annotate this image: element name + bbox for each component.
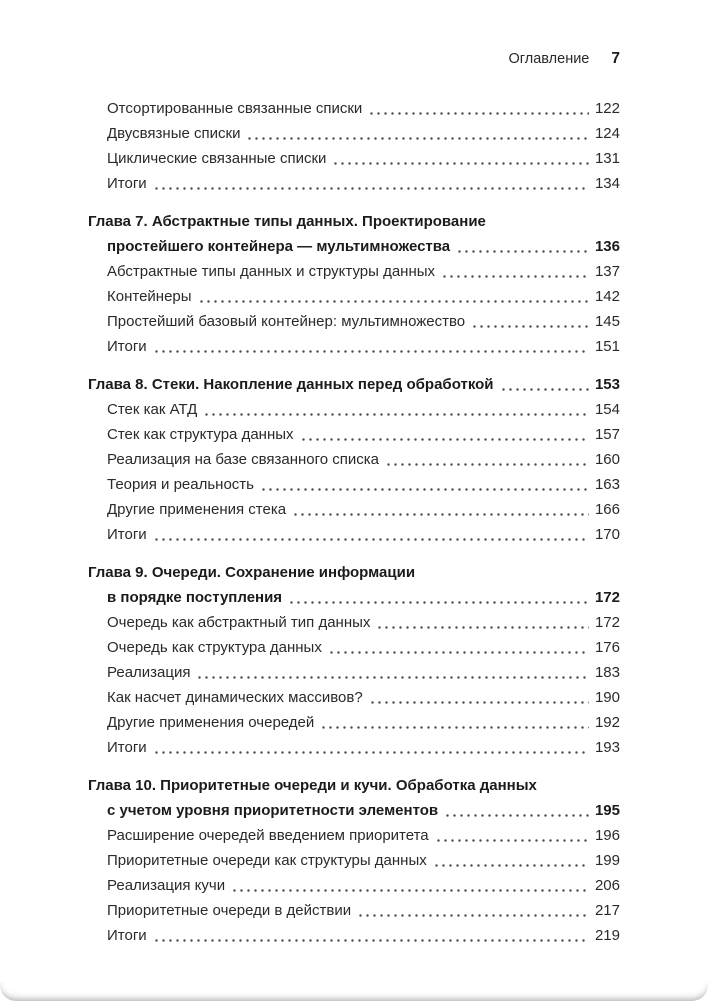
dot-leader: [292, 497, 589, 522]
dot-leader: [196, 660, 589, 685]
dot-leader: [444, 798, 589, 823]
toc-entry: [88, 685, 620, 710]
toc-entry: [88, 422, 620, 447]
entry-last-row: [107, 660, 620, 685]
toc-entry: [88, 121, 620, 146]
entry-label: Реализация: [107, 664, 191, 681]
entry-last-row: [107, 422, 620, 447]
entry-page-number: 219: [594, 927, 620, 944]
dot-leader: [246, 121, 589, 146]
entry-label: Реализация на базе связанного списка: [107, 451, 380, 468]
entry-last-row: [107, 898, 620, 923]
dot-leader: [368, 96, 589, 121]
dot-leader: [500, 372, 589, 397]
entry-last-row: [88, 372, 620, 397]
entry-page-number: 157: [594, 426, 620, 443]
entry-page-number: 192: [594, 714, 620, 731]
entry-page-number: 217: [594, 902, 620, 919]
entry-page-number: 154: [594, 401, 620, 418]
entry-last-row: [88, 585, 620, 610]
entry-last-row: [107, 735, 620, 760]
toc-entry: [88, 497, 620, 522]
running-head: [88, 50, 620, 68]
toc-entry: [88, 823, 620, 848]
dot-leader: [320, 710, 589, 735]
dot-leader: [376, 610, 589, 635]
dot-leader: [260, 472, 589, 497]
dot-leader: [441, 259, 589, 284]
toc-entry: [88, 848, 620, 873]
entry-line: Глава 7. Абстрактные типы данных. Проектирование: [88, 213, 486, 230]
dot-leader: [153, 171, 589, 196]
entry-page-number: 160: [594, 451, 620, 468]
entry-label: Другие применения очередей: [107, 714, 315, 731]
toc-entry: [88, 923, 620, 948]
entry-label: с учетом уровня приоритетности элементов: [107, 802, 439, 819]
entry-last-row: [107, 397, 620, 422]
entry-last-row: [107, 497, 620, 522]
toc-entry: [88, 96, 620, 121]
entry-last-row: [107, 309, 620, 334]
entry-page-number: 142: [594, 288, 620, 305]
toc-entry: [88, 873, 620, 898]
toc-entry: [88, 635, 620, 660]
dot-leader: [369, 685, 589, 710]
entry-label: Расширение очередей введением приоритета: [107, 827, 429, 844]
entry-page-number: 145: [594, 313, 620, 330]
entry-last-row: [107, 923, 620, 948]
dot-leader: [153, 923, 589, 948]
entry-page-number: 170: [594, 526, 620, 543]
entry-label: простейшего контейнера — мультимножества: [107, 238, 451, 255]
entry-label: Двусвязные списки: [107, 125, 241, 142]
toc-entry: [88, 610, 620, 635]
toc-entry: [88, 447, 620, 472]
toc-entry: [88, 372, 620, 397]
dot-leader: [435, 823, 589, 848]
entry-page-number: 195: [594, 802, 620, 819]
entry-label: Очередь как структура данных: [107, 639, 322, 656]
dot-leader: [471, 309, 589, 334]
entry-page-number: 137: [594, 263, 620, 280]
dot-leader: [288, 585, 589, 610]
toc-entry: [88, 898, 620, 923]
entry-label: Абстрактные типы данных и структуры данных: [107, 263, 436, 280]
dot-leader: [433, 848, 589, 873]
entry-label: Приоритетные очереди как структуры данных: [107, 852, 427, 869]
entry-last-row: [107, 259, 620, 284]
entry-page-number: 136: [594, 238, 620, 255]
toc-entry: [88, 171, 620, 196]
entry-last-row: [107, 121, 620, 146]
entry-last-row: [107, 447, 620, 472]
entry-page-number: 163: [594, 476, 620, 493]
entry-last-row: [88, 234, 620, 259]
entry-page-number: 206: [594, 877, 620, 894]
entry-page-number: 199: [594, 852, 620, 869]
entry-label: Итоги: [107, 927, 147, 944]
entry-last-row: [107, 610, 620, 635]
dot-leader: [385, 447, 589, 472]
entry-last-row: [107, 522, 620, 547]
toc-entry: [88, 660, 620, 685]
entry-last-row: [107, 848, 620, 873]
entry-label: Итоги: [107, 739, 147, 756]
toc-entry: [88, 397, 620, 422]
entry-page-number: 196: [594, 827, 620, 844]
entry-last-row: [88, 798, 620, 823]
entry-page-number: 153: [594, 376, 620, 393]
toc-entry: [88, 284, 620, 309]
dot-leader: [328, 635, 589, 660]
entry-page-number: 124: [594, 125, 620, 142]
dot-leader: [332, 146, 589, 171]
dot-leader: [300, 422, 589, 447]
toc-entry: [88, 309, 620, 334]
entry-label: Глава 8. Стеки. Накопление данных перед обработкой: [88, 376, 494, 393]
entry-last-row: [107, 96, 620, 121]
toc-entry: [88, 209, 620, 259]
page-number: 7: [611, 50, 620, 67]
dot-leader: [456, 234, 589, 259]
entry-last-row: [107, 171, 620, 196]
entry-label: Стек как АТД: [107, 401, 198, 418]
running-head-title: Оглавление: [508, 51, 590, 67]
entry-page-number: 190: [594, 689, 620, 706]
entry-page-number: 166: [594, 501, 620, 518]
entry-last-row: [107, 472, 620, 497]
entry-line: Глава 10. Приоритетные очереди и кучи. Обработка данных: [88, 777, 537, 794]
entry-label: Контейнеры: [107, 288, 192, 305]
toc-entry: [88, 735, 620, 760]
entry-line: Глава 9. Очереди. Сохранение информации: [88, 564, 416, 581]
entry-page-number: 172: [594, 589, 620, 606]
entry-label: Теория и реальность: [107, 476, 254, 493]
page-bottom-edge: [0, 983, 708, 1001]
entry-last-row: [107, 146, 620, 171]
toc-entry: [88, 259, 620, 284]
entry-page-number: 131: [594, 150, 620, 167]
toc-entry: [88, 146, 620, 171]
entry-label: Циклические связанные списки: [107, 150, 327, 167]
entry-label: Итоги: [107, 175, 147, 192]
dot-leader: [153, 735, 589, 760]
toc-entry: [88, 472, 620, 497]
entry-page-number: 176: [594, 639, 620, 656]
dot-leader: [153, 334, 589, 359]
entry-label: Приоритетные очереди в действии: [107, 902, 352, 919]
entry-last-row: [107, 334, 620, 359]
entry-last-row: [107, 284, 620, 309]
entry-last-row: [107, 823, 620, 848]
entry-label: Стек как структура данных: [107, 426, 294, 443]
entry-page-number: 151: [594, 338, 620, 355]
toc-entry: [88, 773, 620, 823]
toc-entry: [88, 334, 620, 359]
entry-label: Другие применения стека: [107, 501, 287, 518]
entry-page-number: 122: [594, 100, 620, 117]
dot-leader: [203, 397, 589, 422]
entry-last-row: [107, 635, 620, 660]
entry-page-number: 172: [594, 614, 620, 631]
dot-leader: [198, 284, 589, 309]
toc-entry: [88, 522, 620, 547]
entry-last-row: [107, 710, 620, 735]
entry-label: Отсортированные связанные списки: [107, 100, 363, 117]
entry-page-number: 134: [594, 175, 620, 192]
entry-label: Итоги: [107, 338, 147, 355]
entry-last-row: [107, 873, 620, 898]
entry-label: Простейший базовый контейнер: мультимножество: [107, 313, 466, 330]
dot-leader: [153, 522, 589, 547]
entry-page-number: 183: [594, 664, 620, 681]
toc-list: [88, 96, 620, 948]
entry-label: Как насчет динамических массивов?: [107, 689, 363, 706]
entry-page-number: 193: [594, 739, 620, 756]
dot-leader: [357, 898, 589, 923]
entry-label: Реализация кучи: [107, 877, 226, 894]
toc-entry: [88, 560, 620, 610]
entry-last-row: [107, 685, 620, 710]
entry-label: Очередь как абстрактный тип данных: [107, 614, 371, 631]
entry-label: Итоги: [107, 526, 147, 543]
toc-entry: [88, 710, 620, 735]
entry-label: в порядке поступления: [107, 589, 283, 606]
dot-leader: [231, 873, 589, 898]
